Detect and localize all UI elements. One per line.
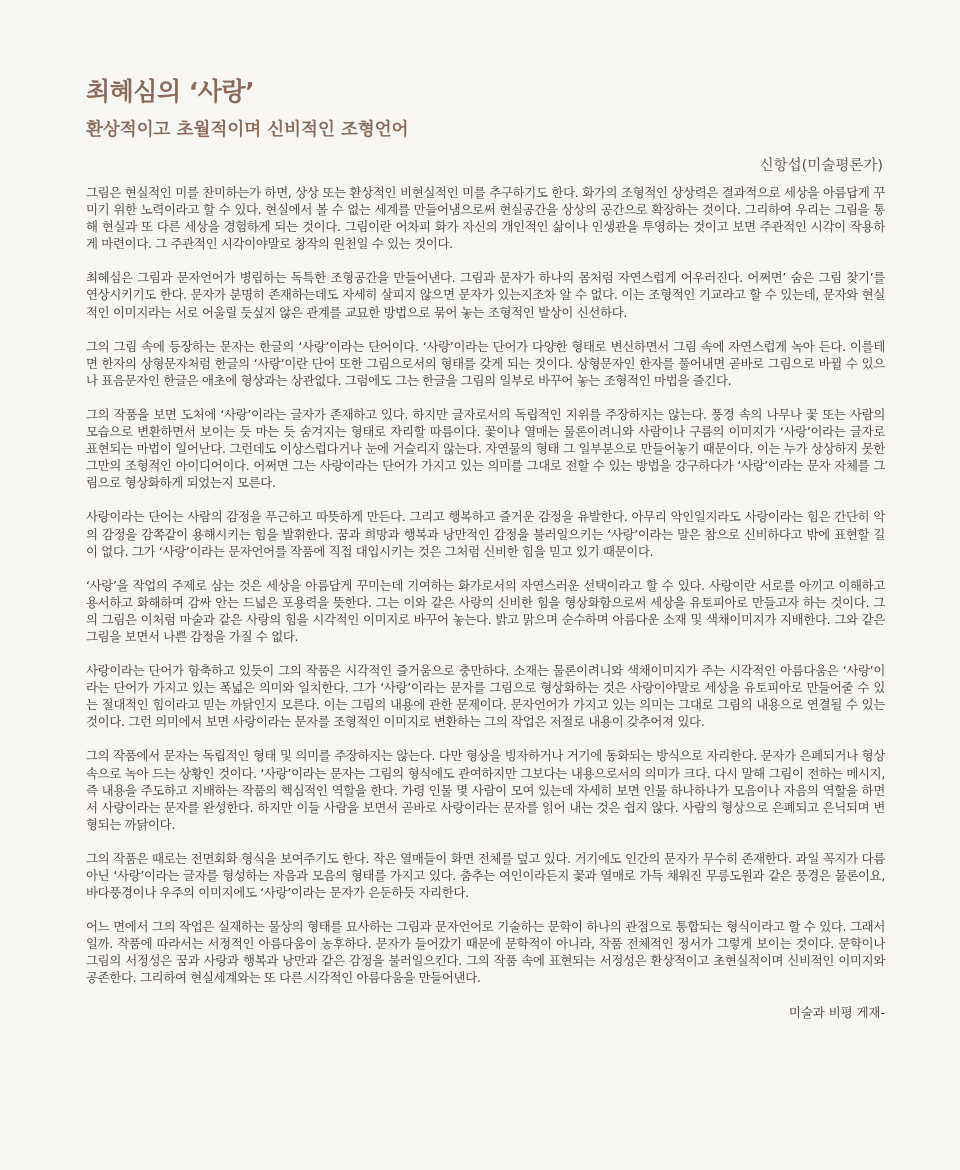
paragraph-6: ‘사랑’을 작업의 주제로 삼는 것은 세상을 아름답게 꾸미는데 기여하는 화가로서의 자연스러운 선택이라고 할 수 있다. 사랑이란 서로를 아끼고 이해하고 용서하고 화해하며 감싸 안는 드넓은 포용력을 뜻한다. 그는 이와 같은 사랑의 신비한 힘을 형상화함으로써 세상을 유토피아로 만들고자 하는 것이다. 그의 그림은 이처럼 마술과 같은 사랑의 힘을 시각적인 이미지로 바꾸어 놓는다. 밝고 맑으며 순수하며 아름다운 소재 및 색채이미지가 지배한다. 그와 같은 그림을 보면서 나쁜 감정을 가질 수 없다. — [86, 577, 885, 644]
article-title: 최혜심의 ‘사랑’ — [86, 77, 255, 106]
paragraph-8: 그의 작품에서 문자는 독립적인 형태 및 의미를 주장하지는 않는다. 다만 형상을 빙자하거나 거기에 동화되는 방식으로 자리한다. 문자가 은폐되거나 형상 속으로 녹아 드는 상황인 것이다. ‘사랑’이라는 문자는 그림의 형식에도 관여하지만 그보다는 내용으로서의 의미가 크다. 다시 말해 그림이 전하는 메시지, 즉 내용을 주도하고 지배하는 작품의 핵심적인 역할을 한다. 가령 인물 몇 사람이 모여 있는데 자세히 보면 인물 하나하나가 모음이나 자음의 역할을 하면서 사랑이라는 문자를 완성한다. 하지만 이들 사람을 보면서 곧바로 사랑이라는 문자를 읽어 내는 것은 쉽지 않다. 사람의 형상으로 은폐되고 은닉되며 변형되는 까닭이다. — [86, 748, 885, 832]
article-body — [86, 184, 885, 987]
paragraph-2: 최혜심은 그림과 문자언어가 병립하는 독특한 조형공간을 만들어낸다. 그림과 문자가 하나의 몸처럼 자연스럽게 어우러진다. 어쩌면’ 숨은 그림 찾기’를 연상시키기도 한다. 문자가 분명히 존재하는데도 자세히 살피지 않으면 문자가 있는지조차 알 수 없다. 이는 조형적인 기교라고 할 수 있는데, 문자와 현실적인 이미지라는 서로 어울릴 듯싶지 않은 관계를 교묘한 방법으로 묶어 놓는 조형적인 발상이 신선하다. — [86, 270, 885, 320]
paragraph-3: 그의 그림 속에 등장하는 문자는 한글의 ‘사랑’이라는 단어이다. ‘사랑’이라는 단어가 다양한 형태로 변신하면서 그림 속에 자연스럽게 녹아 든다. 이를테면 한자의 상형문자처럼 한글의 ‘사랑’이란 단어 또한 그림으로서의 형태를 갖게 되는 것이다. 상형문자인 한자를 풀어내면 곧바로 그림으로 바뀔 수 있으나 표음문자인 한글은 애초에 형상과는 상관없다. 그럼에도 그는 한글을 그림의 일부로 바꾸어 놓는 조형적인 마법을 즐긴다. — [86, 338, 885, 388]
paragraph-1: 그림은 현실적인 미를 찬미하는가 하면, 상상 또는 환상적인 비현실적인 미를 추구하기도 한다. 화가의 조형적인 상상력은 결과적으로 세상을 아름답게 꾸미기 위한 노력이라고 할 수 있다. 현실에서 볼 수 없는 세계를 만들어냄으로써 현실공간을 상상의 공간으로 확장하는 것이다. 그리하여 우리는 그림을 통해 현실과 또 다른 세상을 경험하게 되는 것이다. 그림이란 어차피 화가 자신의 개인적인 삶이나 인생관을 투영하는 것이고 보면 주관적인 시각이 작용하게 마련이다. 그 주관적인 시각이야말로 창작의 원천일 수 있는 것이다. — [86, 185, 885, 252]
paragraph-10: 어느 면에서 그의 작업은 실재하는 물상의 형태를 묘사하는 그림과 문자언어로 기술하는 문학이 하나의 관점으로 통합되는 형식이라고 할 수 있다. 그래서일까. 작품에 따라서는 서정적인 아름다움이 농후하다. 문자가 들어갔기 때문에 문학적이 아니라, 작품 전체적인 정서가 그렇게 보이는 것이다. 문학이나 그림의 서정성은 꿈과 사랑과 행복과 낭만과 같은 감정을 불러일으킨다. 그의 작품 속에 표현되는 서정성은 환상적이고 초현실적이며 신비적인 이미지와 공존한다. 그리하여 현실세계와는 또 다른 시각적인 아름다움을 만들어낸다. — [86, 919, 885, 986]
article-author: 신항섭(미술평론가) — [759, 158, 883, 174]
paragraph-7: 사랑이라는 단어가 함축하고 있듯이 그의 작품은 시각적인 즐거움으로 충만하다. 소재는 물론이려니와 색채이미지가 주는 시각적인 아름다움은 ‘사랑’이라는 단어가 가지고 있는 폭넓은 의미와 일치한다. 그가 ‘사랑’이라는 문자를 그림으로 형상화하는 것은 사랑이야말로 세상을 유토피아로 만들어줄 수 있는 절대적인 힘이라고 믿는 까닭인지 모른다. 이는 그림의 내용에 관한 문제이다. 문자언어가 가지고 있는 의미는 그대로 그림의 내용으로 연결될 수 있는 것이다. 그런 의미에서 보면 사랑이라는 문자를 조형적인 이미지로 변환하는 그의 작업은 저절로 내용이 갖추어져 있다. — [86, 663, 885, 730]
paragraph-4: 그의 작품을 보면 도처에 ‘사랑’이라는 글자가 존재하고 있다. 하지만 글자로서의 독립적인 지위를 주장하지는 않는다. 풍경 속의 나무나 꽃 또는 사람의 모습으로 변환하면서 보이는 듯 마는 듯 숨겨지는 형태로 자리할 따름이다. 꽃이나 열매는 물론이려니와 사람이나 구름의 이미지가 ‘사랑’이라는 글자로 표현되는 마법이 일어난다. 그런데도 이상스럽다거나 눈에 거슬리지 않는다. 자연물의 형태 그 일부분으로 만들어놓기 때문이다. 이는 누가 상상하지 못한 그만의 조형적인 아이디어이다. 어쩌면 그는 사랑이라는 단어가 가지고 있는 의미를 그대로 전할 수 있는 방법을 강구하다가 ‘사랑’이라는 문자 자체를 그림으로 형상화하게 되었는지 모른다. — [86, 406, 885, 491]
paragraph-9: 그의 작품은 때로는 전면회화 형식을 보여주기도 한다. 작은 열매들이 화면 전체를 덮고 있다. 거기에도 인간의 문자가 무수히 존재한다. 과일 꼭지가 다름 아닌 ‘사랑’이라는 글자를 형성하는 자음과 모음의 형태를 가지고 있다. 춤추는 여인이라든지 꽃과 열매로 가득 채워진 무릉도원과 같은 풍경은 물론이요, 바다풍경이나 우주의 이미지에도 ‘사랑’이라는 문자가 은둔하듯 자리한다. — [86, 850, 885, 901]
article-subtitle: 환상적이고 초월적이며 신비적인 조형언어 — [86, 120, 409, 140]
paragraph-5: 사랑이라는 단어는 사람의 감정을 푸근하고 따뜻하게 만든다. 그리고 행복하고 즐거운 감정을 유발한다. 아무리 악인일지라도 사랑이라는 힘은 간단히 악의 감정을 감쪽같이 용해시키는 힘을 발휘한다. 꿈과 희망과 행복과 낭만적인 감정을 불러일으키는 ‘사랑’이라는 말은 참으로 신비하다고 밖에 표현할 길이 없다. 그가 ‘사랑’이라는 문자언어를 작품에 직접 대입시키는 것은 그처럼 신비한 힘을 믿고 있기 때문이다. — [86, 509, 885, 559]
source-note: 미술과 비평 게재- — [788, 1004, 885, 1020]
